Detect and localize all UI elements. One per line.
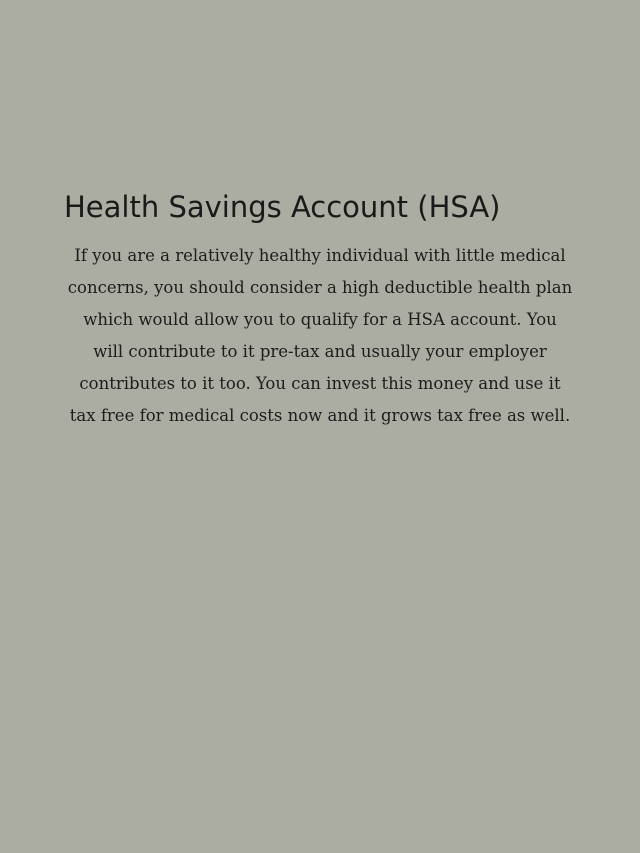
body-line: concerns, you should consider a high deductible health plan xyxy=(67,278,573,297)
body-line: which would allow you to qualify for a HSA account. You xyxy=(83,310,557,329)
body-line: will contribute to it pre-tax and usually your employer xyxy=(93,342,547,361)
body-line: If you are a relatively healthy individual with little medical xyxy=(74,246,566,265)
page-title: Health Savings Account (HSA) xyxy=(64,190,501,224)
body-line: tax free for medical costs now and it grows tax free as well. xyxy=(69,406,571,425)
body-line: contributes to it too. You can invest this money and use it xyxy=(79,374,561,393)
body-paragraph xyxy=(50,240,590,432)
